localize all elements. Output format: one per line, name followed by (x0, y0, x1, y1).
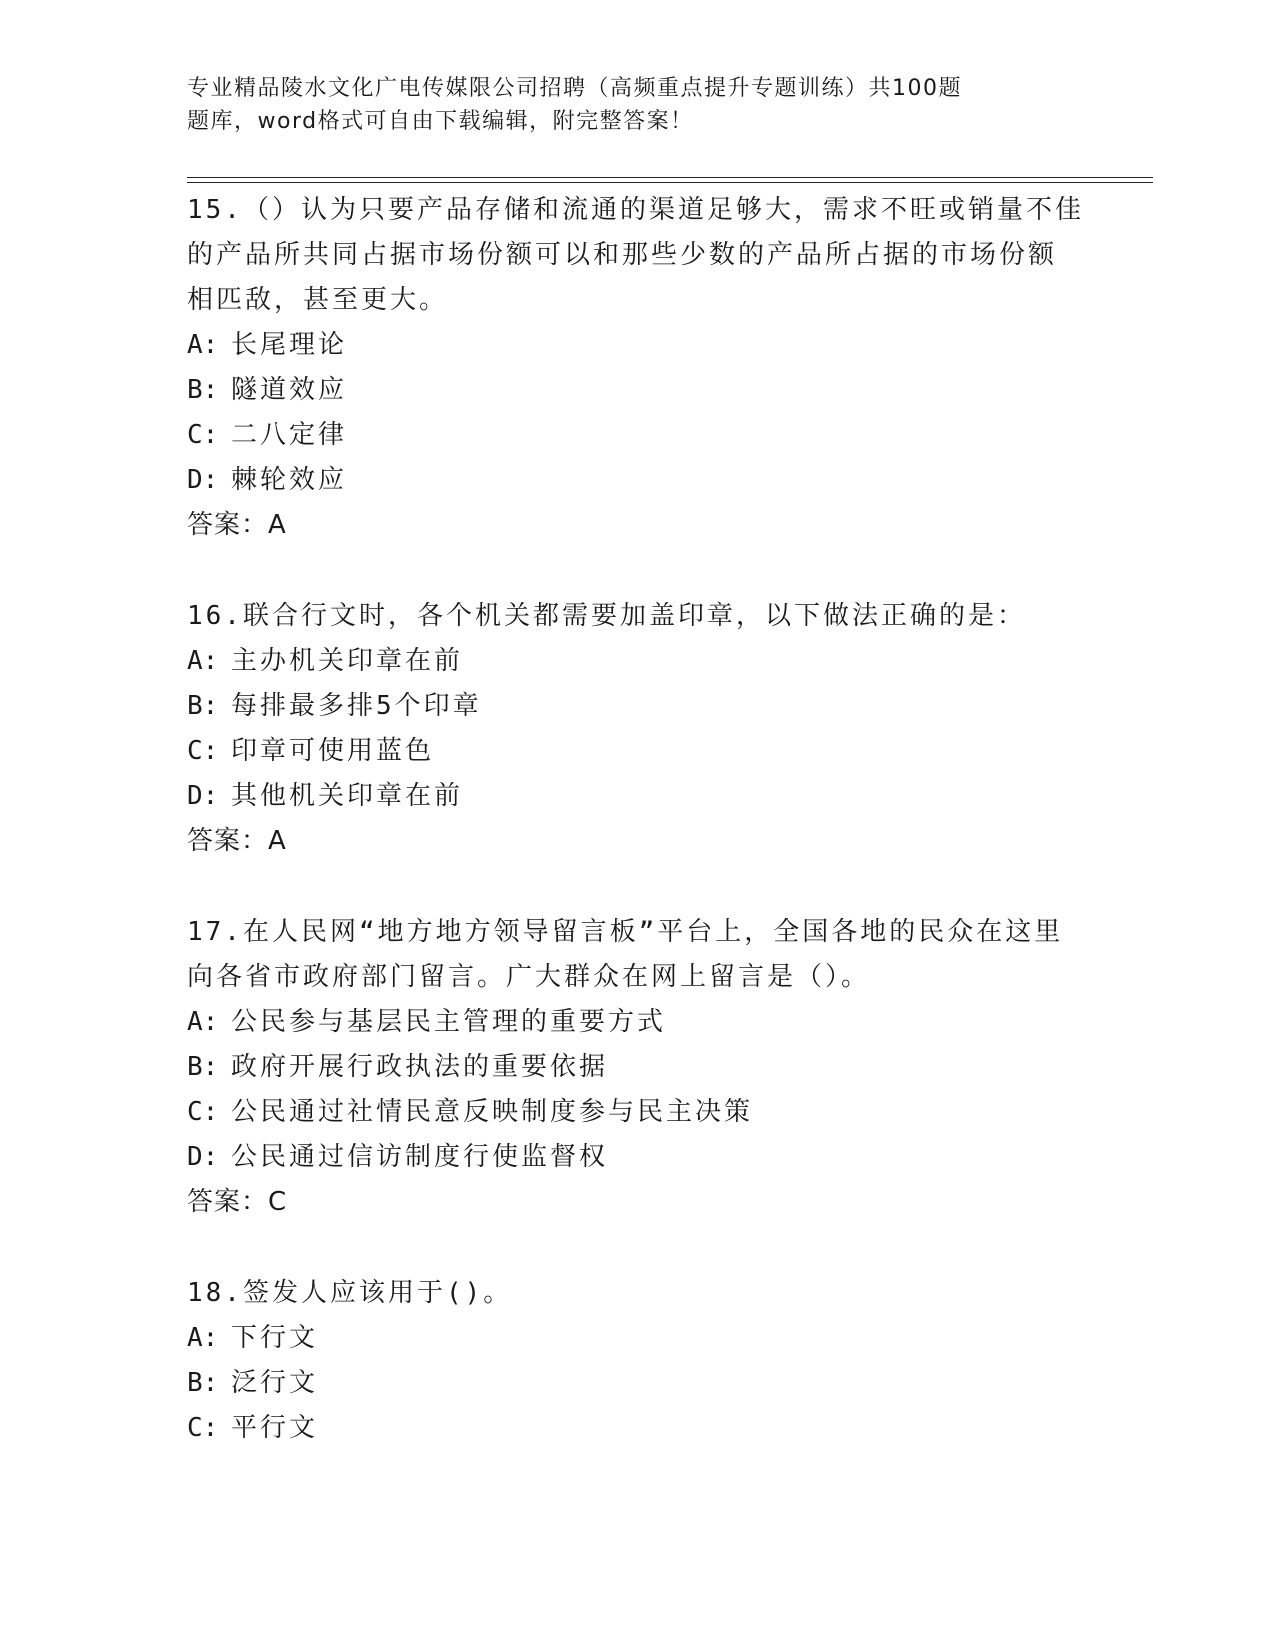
answer-value: A (268, 826, 287, 856)
question-15-option-a (187, 323, 1087, 368)
option-label: A: (187, 1007, 219, 1037)
question-16-answer (187, 819, 1087, 864)
answer-value: A (268, 510, 287, 540)
option-text: 公民参与基层民主管理的重要方式 (231, 1007, 667, 1037)
option-text: 长尾理论 (231, 330, 348, 360)
question-15-line-1: 15.（）认为只要产品存储和流通的渠道足够大，需求不旺或销量不佳 (187, 195, 1084, 225)
option-label: C: (187, 1413, 219, 1443)
option-text: 泛行文 (231, 1368, 319, 1398)
question-16-line-1: 16.联合行文时，各个机关都需要加盖印章，以下做法正确的是： (187, 601, 1026, 631)
option-label: C: (187, 1097, 219, 1127)
document-header (187, 72, 1027, 138)
option-label: A: (187, 1323, 219, 1353)
question-16 (187, 594, 1087, 864)
question-17-line-2: 向各省市政府部门留言。广大群众在网上留言是（）。 (187, 962, 871, 992)
option-text: 公民通过信访制度行使监督权 (231, 1142, 609, 1172)
question-15-answer (187, 503, 1087, 548)
header-line-2: 题库，word格式可自由下载编辑，附完整答案！ (187, 109, 694, 134)
option-label: D: (187, 781, 219, 811)
answer-label: 答案： (187, 826, 269, 856)
option-label: B: (187, 1368, 219, 1398)
option-label: C: (187, 420, 219, 450)
question-15-option-b (187, 368, 1087, 413)
question-list (187, 188, 1087, 1451)
option-text: 下行文 (231, 1323, 319, 1353)
question-18 (187, 1271, 1087, 1451)
question-17-option-d (187, 1135, 1087, 1180)
answer-label: 答案： (187, 510, 269, 540)
question-17-option-a (187, 1000, 1087, 1045)
header-line-1: 专业精品陵水文化广电传媒限公司招聘（高频重点提升专题训练）共100题 (187, 76, 962, 101)
question-16-option-c (187, 729, 1087, 774)
question-17-line-1: 17.在人民网“地方地方领导留言板”平台上，全国各地的民众在这里 (187, 917, 1064, 947)
option-text: 棘轮效应 (231, 465, 348, 495)
question-18-option-a (187, 1316, 1087, 1361)
question-18-line-1: 18.签发人应该用于()。 (187, 1278, 513, 1308)
header-divider-top (187, 177, 1153, 178)
option-text: 政府开展行政执法的重要依据 (231, 1052, 609, 1082)
option-label: D: (187, 1142, 219, 1172)
question-16-option-d (187, 774, 1087, 819)
spacer (187, 1225, 1087, 1271)
option-text: 公民通过社情民意反映制度参与民主决策 (231, 1097, 754, 1127)
option-label: B: (187, 1052, 219, 1082)
option-label: C: (187, 736, 219, 766)
question-16-option-b (187, 684, 1087, 729)
question-17-option-b (187, 1045, 1087, 1090)
option-text: 隧道效应 (231, 375, 348, 405)
answer-label: 答案： (187, 1187, 269, 1217)
option-text: 每排最多排5个印章 (231, 691, 482, 721)
header-divider-bottom (187, 182, 1153, 183)
option-text: 印章可使用蓝色 (231, 736, 435, 766)
option-text: 其他机关印章在前 (231, 781, 464, 811)
question-15-option-c (187, 413, 1087, 458)
option-label: D: (187, 465, 219, 495)
option-text: 平行文 (231, 1413, 319, 1443)
option-text: 主办机关印章在前 (231, 646, 464, 676)
question-16-option-a (187, 639, 1087, 684)
question-15-option-d (187, 458, 1087, 503)
question-18-option-c (187, 1406, 1087, 1451)
option-label: B: (187, 375, 219, 405)
option-label: B: (187, 691, 219, 721)
question-15-line-3: 相匹敌，甚至更大。 (187, 285, 449, 315)
question-17 (187, 910, 1087, 1225)
question-18-option-b (187, 1361, 1087, 1406)
spacer (187, 548, 1087, 594)
question-17-answer (187, 1180, 1087, 1225)
question-17-option-c (187, 1090, 1087, 1135)
spacer (187, 864, 1087, 910)
option-label: A: (187, 646, 219, 676)
option-label: A: (187, 330, 219, 360)
question-15-line-2: 的产品所共同占据市场份额可以和那些少数的产品所占据的市场份额 (187, 240, 1058, 270)
question-15 (187, 188, 1087, 548)
option-text: 二八定律 (231, 420, 348, 450)
answer-value: C (268, 1187, 288, 1217)
